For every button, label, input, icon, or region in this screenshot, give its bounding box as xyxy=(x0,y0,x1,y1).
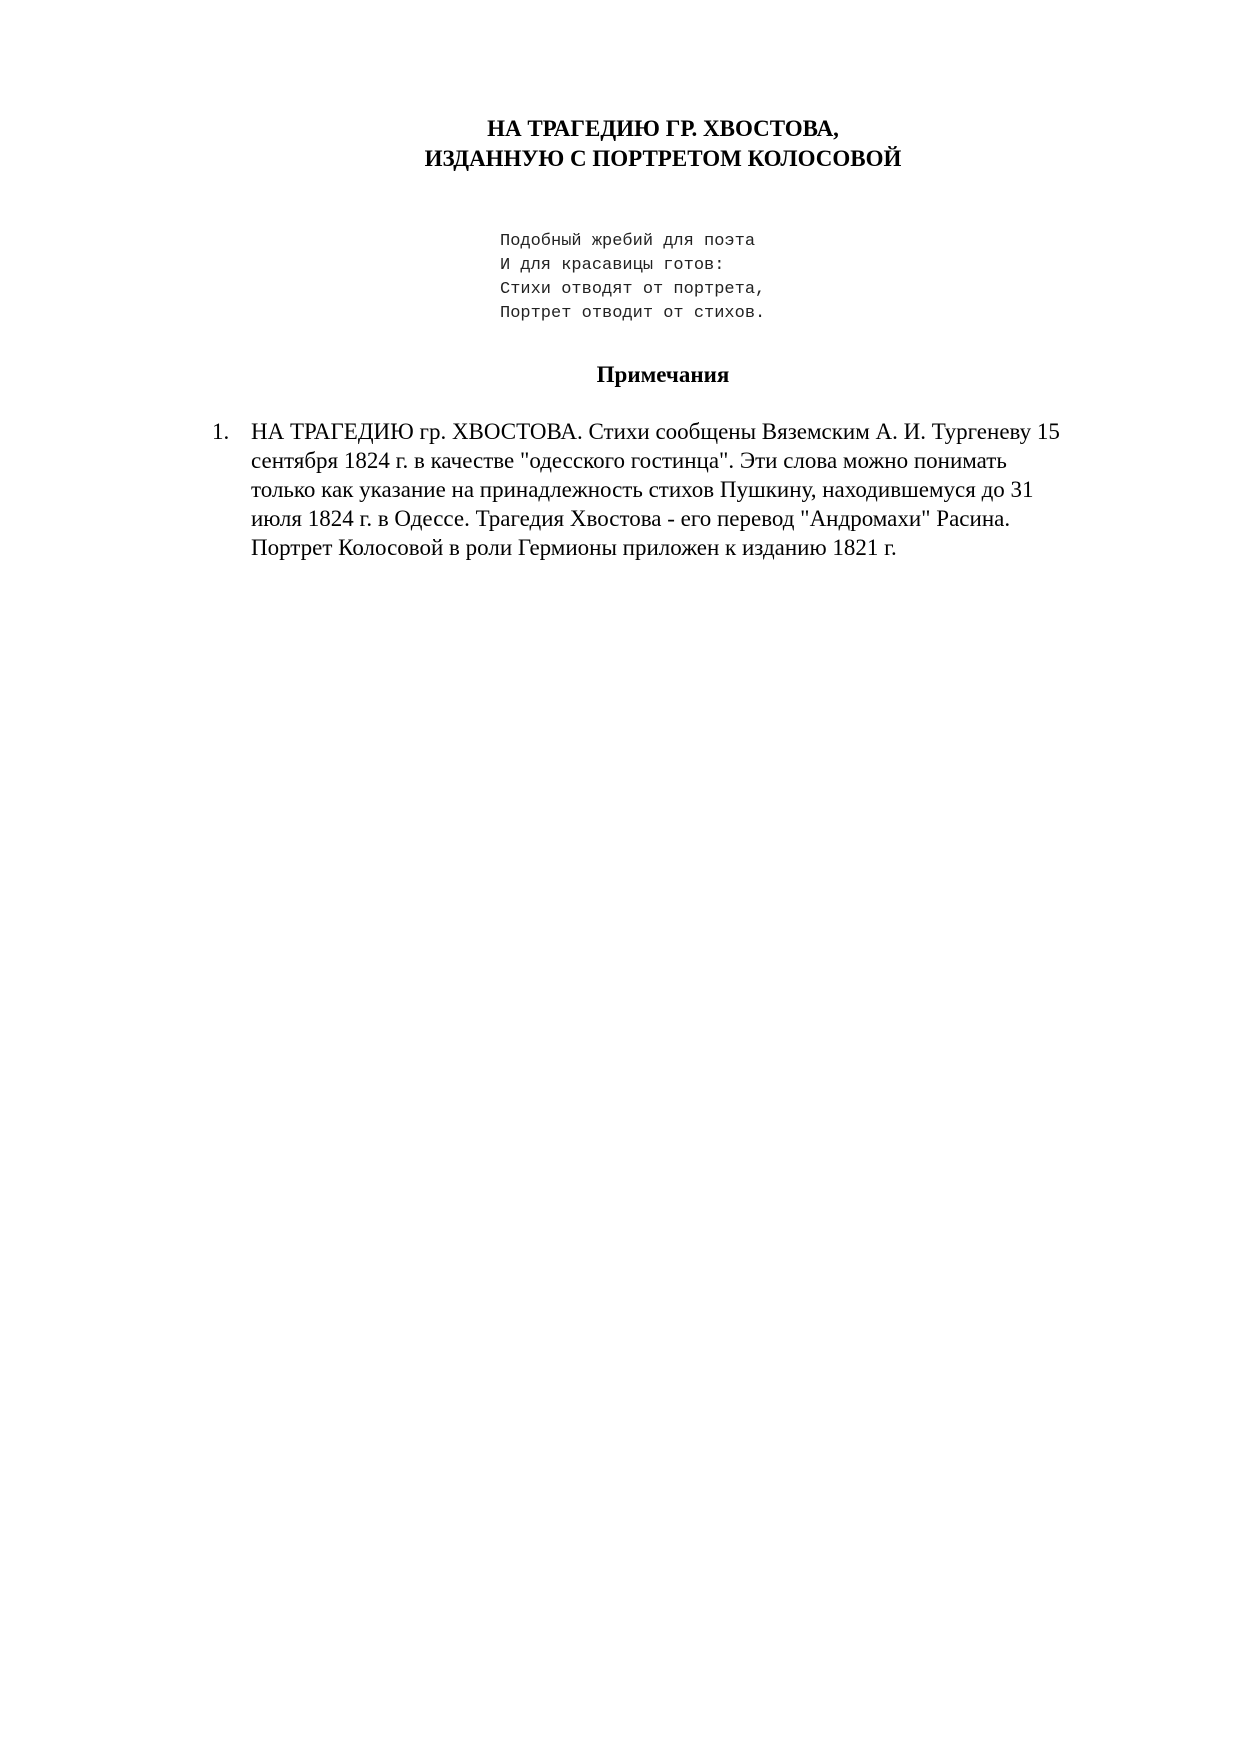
notes-list xyxy=(212,417,1147,562)
title-line-1: НА ТРАГЕДИЮ ГР. ХВОСТОВА, xyxy=(487,116,839,141)
poem-line-4: Портрет отводит от стихов. xyxy=(500,304,766,323)
title-line-2: ИЗДАННУЮ С ПОРТРЕТОМ КОЛОСОВОЙ xyxy=(424,146,902,171)
poem-line-1: Подобный жребий для поэта xyxy=(500,232,756,251)
notes-heading: Примечания xyxy=(596,362,730,387)
note-line-5: Портрет Колосовой в роли Гермионы приложен к изданию 1821 г. xyxy=(251,535,897,560)
poem-line-2: И для красавицы готов: xyxy=(500,256,725,275)
document-title xyxy=(0,114,1241,174)
note-line-2: сентября 1824 г. в качестве "одесского гостинца". Эти слова можно понимать xyxy=(251,448,1007,473)
note-line-4: июля 1824 г. в Одессе. Трагедия Хвостова - его перевод "Андромахи" Расина. xyxy=(251,506,1011,531)
note-item xyxy=(212,417,1147,562)
poem-stanza xyxy=(500,230,765,326)
poem-line-3: Стихи отводят от портрета, xyxy=(500,280,766,299)
note-line-3: только как указание на принадлежность стихов Пушкину, находившемуся до 31 xyxy=(251,477,1034,502)
note-number: 1. xyxy=(212,419,230,444)
note-line-1: НА ТРАГЕДИЮ гр. ХВОСТОВА. Стихи сообщены Вяземским А. И. Тургеневу 15 xyxy=(251,419,1060,444)
